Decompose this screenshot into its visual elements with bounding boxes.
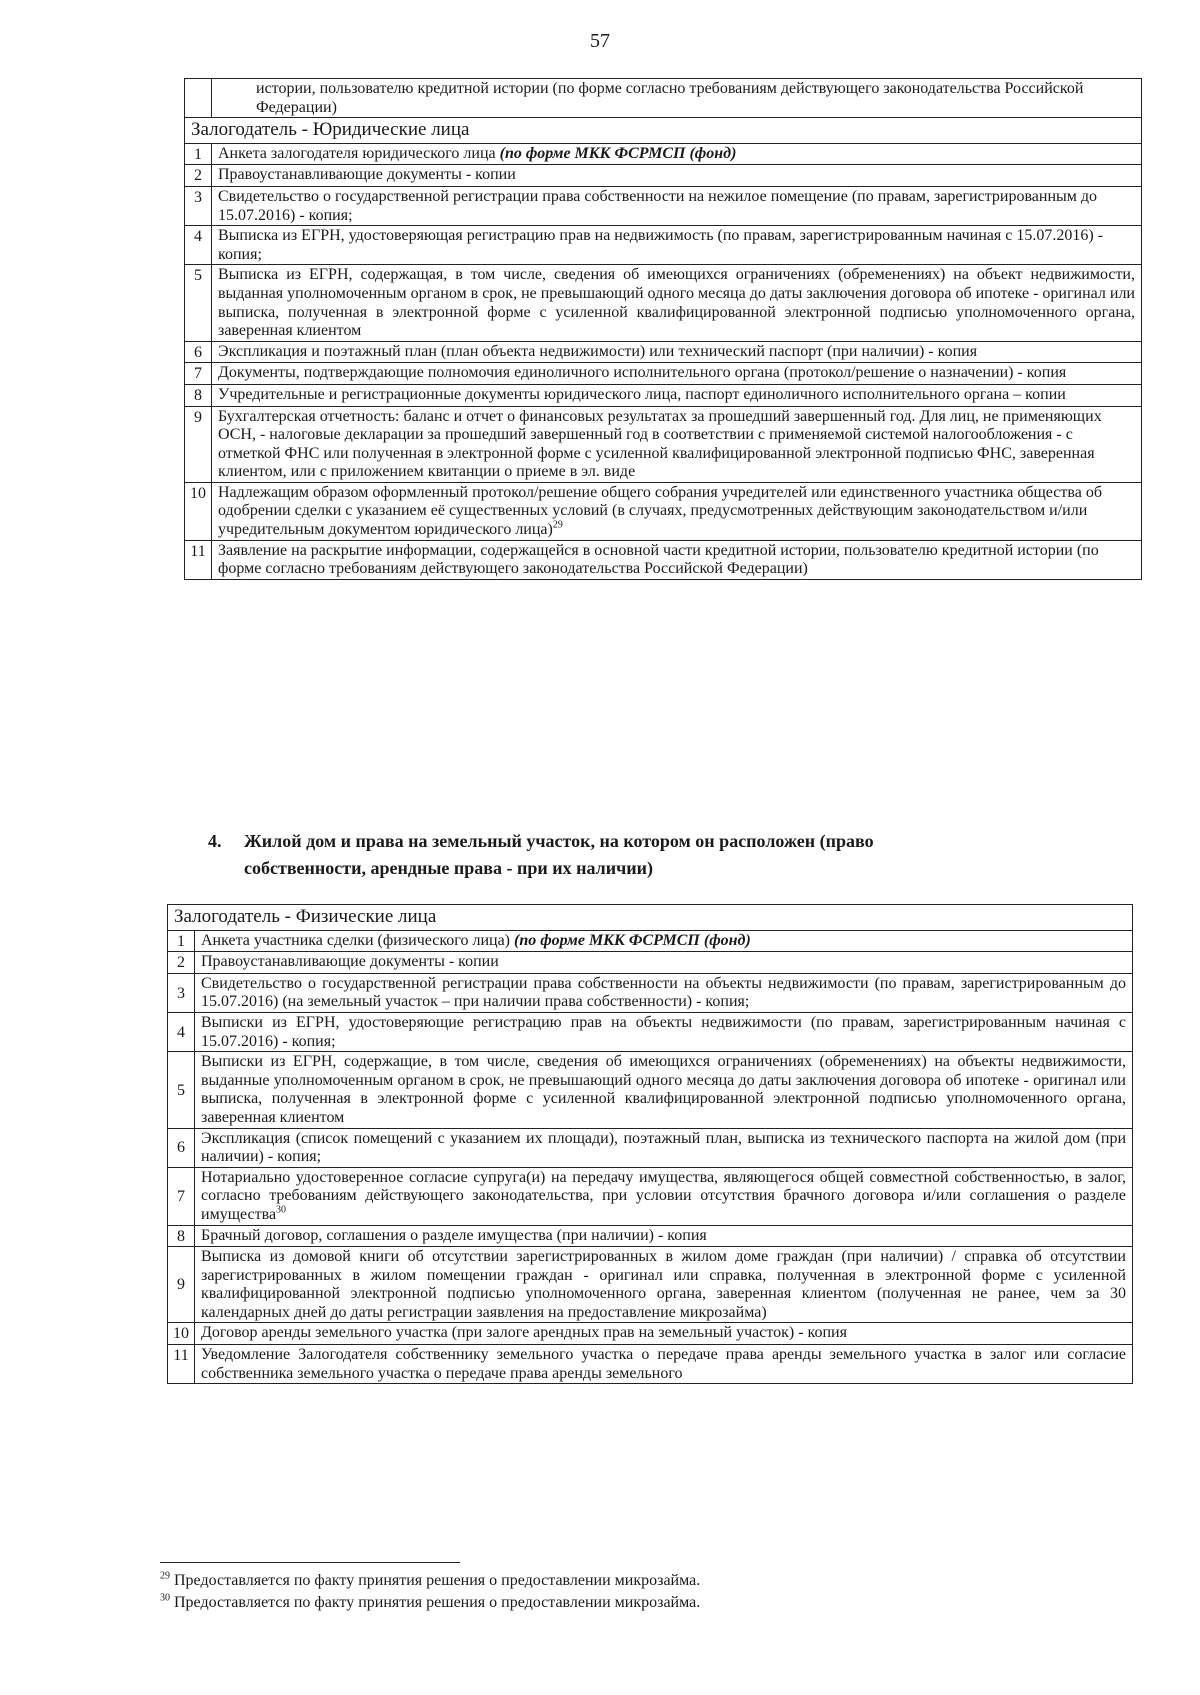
section-heading-line1: Жилой дом и права на земельный участок, на котором он расположен (право: [244, 831, 874, 851]
table-row: [185, 482, 1142, 540]
table-row: [168, 1012, 1133, 1051]
row-number: 8: [168, 1225, 195, 1247]
footnote-text: Предоставляется по факту принятия решения о предоставлении микрозайма.: [174, 1594, 701, 1611]
row-number: [185, 79, 212, 118]
row-text: Свидетельство о государственной регистрации права собственности на нежилое помещение (по правам, зарегистрированным до 15.07.2016) - копия;: [212, 186, 1142, 225]
row-number: 4: [185, 226, 212, 265]
row-number: 9: [168, 1247, 195, 1323]
row-text: [195, 1167, 1133, 1225]
row-number: 1: [168, 930, 195, 952]
row-number: 2: [185, 165, 212, 187]
row-number: 10: [185, 482, 212, 540]
table-row: [168, 1167, 1133, 1225]
row-number: 9: [185, 406, 212, 482]
table-row: [168, 973, 1133, 1012]
section-title: Залогодатель - Юридические лица: [185, 118, 1142, 144]
row-text: Выписки из ЕГРН, содержащие, в том числе, сведения об имеющихся ограничениях (обременениях) на объекты недвижимости, выданные уполномоченным органом в срок, не превышающий одного месяца до даты заключения договора об ипотеке - оригинал или выписка, полученная в электронной форме с усиленной квалифицированной электронной подписью уполномоченного органа, заверенная клиентом: [195, 1052, 1133, 1128]
footnote-reference: 30: [276, 1204, 287, 1216]
row-text: Брачный договор, соглашения о разделе имущества (при наличии) - копия: [195, 1225, 1133, 1247]
footnote-text: Предоставляется по факту принятия решения о предоставлении микрозайма.: [174, 1572, 701, 1589]
row-text: Экспликация и поэтажный план (план объекта недвижимости) или технический паспорт (при наличии) - копия: [212, 341, 1142, 363]
table-row: [185, 226, 1142, 265]
row-number: 5: [168, 1052, 195, 1128]
row-text: Заявление на раскрытие информации, содержащейся в основной части кредитной истории, пользователю кредитной истории (по форме согласно требованиям действующего законодательства Российской Федерации): [212, 540, 1142, 579]
row-text-main: Нотариально удостоверенное согласие супруга(и) на передачу имущества, являющегося общей совместной собственностью, в залог, согласно требованиям действующего законодательства, при условии отсутствия брачного договора и/или соглашения о разделе имущества: [201, 1168, 1126, 1223]
table-row: [168, 1128, 1133, 1167]
row-number: 3: [185, 186, 212, 225]
row-number: 7: [185, 363, 212, 385]
row-text: Выписка из ЕГРН, удостоверяющая регистрацию прав на недвижимость (по правам, зарегистрированным начиная с 15.07.2016) - копия;: [212, 226, 1142, 265]
row-number: 4: [168, 1012, 195, 1051]
row-number: 6: [168, 1128, 195, 1167]
table-row: [185, 363, 1142, 385]
footnote-mark: 29: [160, 1570, 170, 1582]
table-row: [168, 930, 1133, 952]
row-number: 3: [168, 973, 195, 1012]
table-row: [185, 143, 1142, 165]
row-text: [195, 930, 1133, 952]
row-text-emphasis: (по форме МКК ФСРМСП (фонд): [499, 144, 737, 162]
section-row: [185, 118, 1142, 144]
section-heading-number: 4.: [208, 831, 222, 851]
row-number: 11: [168, 1345, 195, 1384]
table-row: [168, 1225, 1133, 1247]
table-row: [168, 1247, 1133, 1323]
section-title: Залогодатель - Физические лица: [168, 905, 1133, 931]
table-row-continuation: [185, 79, 1142, 118]
footnote-mark: 30: [160, 1592, 170, 1604]
row-text: Учредительные и регистрационные документы юридического лица, паспорт единоличного исполнительного органа – копии: [212, 384, 1142, 406]
row-text: Бухгалтерская отчетность: баланс и отчет о финансовых результатах за прошедший завершенный год. Для лиц, не применяющих ОСН, - налоговые декларации за прошедший завершенный год в соответствии с применяемой системой налогообложения - с отметкой ФНС или полученная в электронной форме с усиленной квалифицированной электронной подписью ФНС, заверенная клиентом, или с приложением квитанции о приеме в эл. виде: [212, 406, 1142, 482]
row-number: 8: [185, 384, 212, 406]
row-number: 2: [168, 952, 195, 974]
table-row: [168, 1323, 1133, 1345]
table-row: [185, 384, 1142, 406]
table-row: [168, 1052, 1133, 1128]
table-row: [185, 341, 1142, 363]
row-number: 5: [185, 265, 212, 341]
row-text: Выписка из домовой книги об отсутствии зарегистрированных в жилом доме граждан (при наличии) / справка об отсутствии зарегистрированных в жилом помещении граждан - оригинал или справка, полученная в электронной форме с усиленной квалифицированной электронной подписью уполномоченного органа, заверенная клиентом (полученная не ранее, чем за 30 календарных дней до даты регистрации заявления на предоставление микрозайма): [195, 1247, 1133, 1323]
table-row: [185, 265, 1142, 341]
table-row: [168, 1345, 1133, 1384]
footnote-29: [160, 1570, 700, 1592]
section-row: [168, 905, 1133, 931]
row-number: 7: [168, 1167, 195, 1225]
row-text: [212, 482, 1142, 540]
row-text: Уведомление Залогодателя собственнику земельного участка о передаче права аренды земельного участка в залог или согласие собственника земельного участка о передаче права аренды земельного: [195, 1345, 1133, 1384]
section-heading: [208, 828, 1088, 882]
footnote-reference: 29: [552, 519, 563, 531]
table-row: [185, 406, 1142, 482]
table-row: [185, 540, 1142, 579]
collateral-documents-table-legal-entities: [184, 78, 1142, 580]
row-text: Правоустанавливающие документы - копии: [212, 165, 1142, 187]
footnote-divider: [160, 1562, 460, 1563]
row-text: [212, 143, 1142, 165]
row-text: Документы, подтверждающие полномочия единоличного исполнительного органа (протокол/решение о назначении) - копия: [212, 363, 1142, 385]
row-text: Правоустанавливающие документы - копии: [195, 952, 1133, 974]
row-text-main: Анкета участника сделки (физического лица): [201, 931, 514, 949]
row-number: 10: [168, 1323, 195, 1345]
row-text-emphasis: (по форме МКК ФСРМСП (фонд): [514, 931, 751, 949]
row-text: Выписка из ЕГРН, содержащая, в том числе, сведения об имеющихся ограничениях (обременениях) на объект недвижимости, выданная уполномоченным органом в срок, не превышающий одного месяца до даты заключения договора об ипотеке - оригинал или выписка, полученная в электронной форме с усиленной квалифицированной электронной подписью уполномоченного органа, заверенная клиентом: [212, 265, 1142, 341]
row-number: 11: [185, 540, 212, 579]
row-number: 6: [185, 341, 212, 363]
row-text: Экспликация (список помещений с указанием их площади), поэтажный план, выписка из технического паспорта на жилой дом (при наличии) - копия;: [195, 1128, 1133, 1167]
row-text: Договор аренды земельного участка (при залоге арендных прав на земельный участок) - копия: [195, 1323, 1133, 1345]
footnotes: [160, 1570, 700, 1614]
table-row: [185, 165, 1142, 187]
table-row: [185, 186, 1142, 225]
row-text: Свидетельство о государственной регистрации права собственности на объекты недвижимости (по правам, зарегистрированным до 15.07.2016) (на земельный участок – при наличии права собственности) - копия;: [195, 973, 1133, 1012]
row-text: истории, пользователю кредитной истории (по форме согласно требованиям действующего законодательства Российской Федерации): [212, 79, 1142, 118]
row-number: 1: [185, 143, 212, 165]
page-number: 57: [590, 30, 610, 52]
collateral-documents-table-individuals: [167, 904, 1133, 1384]
table-row: [168, 952, 1133, 974]
section-heading-line2: собственности, арендные права - при их наличии): [244, 858, 653, 878]
row-text-main: Надлежащим образом оформленный протокол/решение общего собрания учредителей или единственного участника общества об одобрении сделки с указанием её существенных условий (в случаях, предусмотренных действующим законодательством и/или учредительным документом юридического лица): [218, 483, 1102, 539]
footnote-30: [160, 1592, 700, 1614]
row-text-main: Анкета залогодателя юридического лица: [218, 144, 500, 162]
row-text: Выписки из ЕГРН, удостоверяющие регистрацию прав на объекты недвижимости (по правам, зарегистрированным начиная с 15.07.2016) - копия;: [195, 1012, 1133, 1051]
